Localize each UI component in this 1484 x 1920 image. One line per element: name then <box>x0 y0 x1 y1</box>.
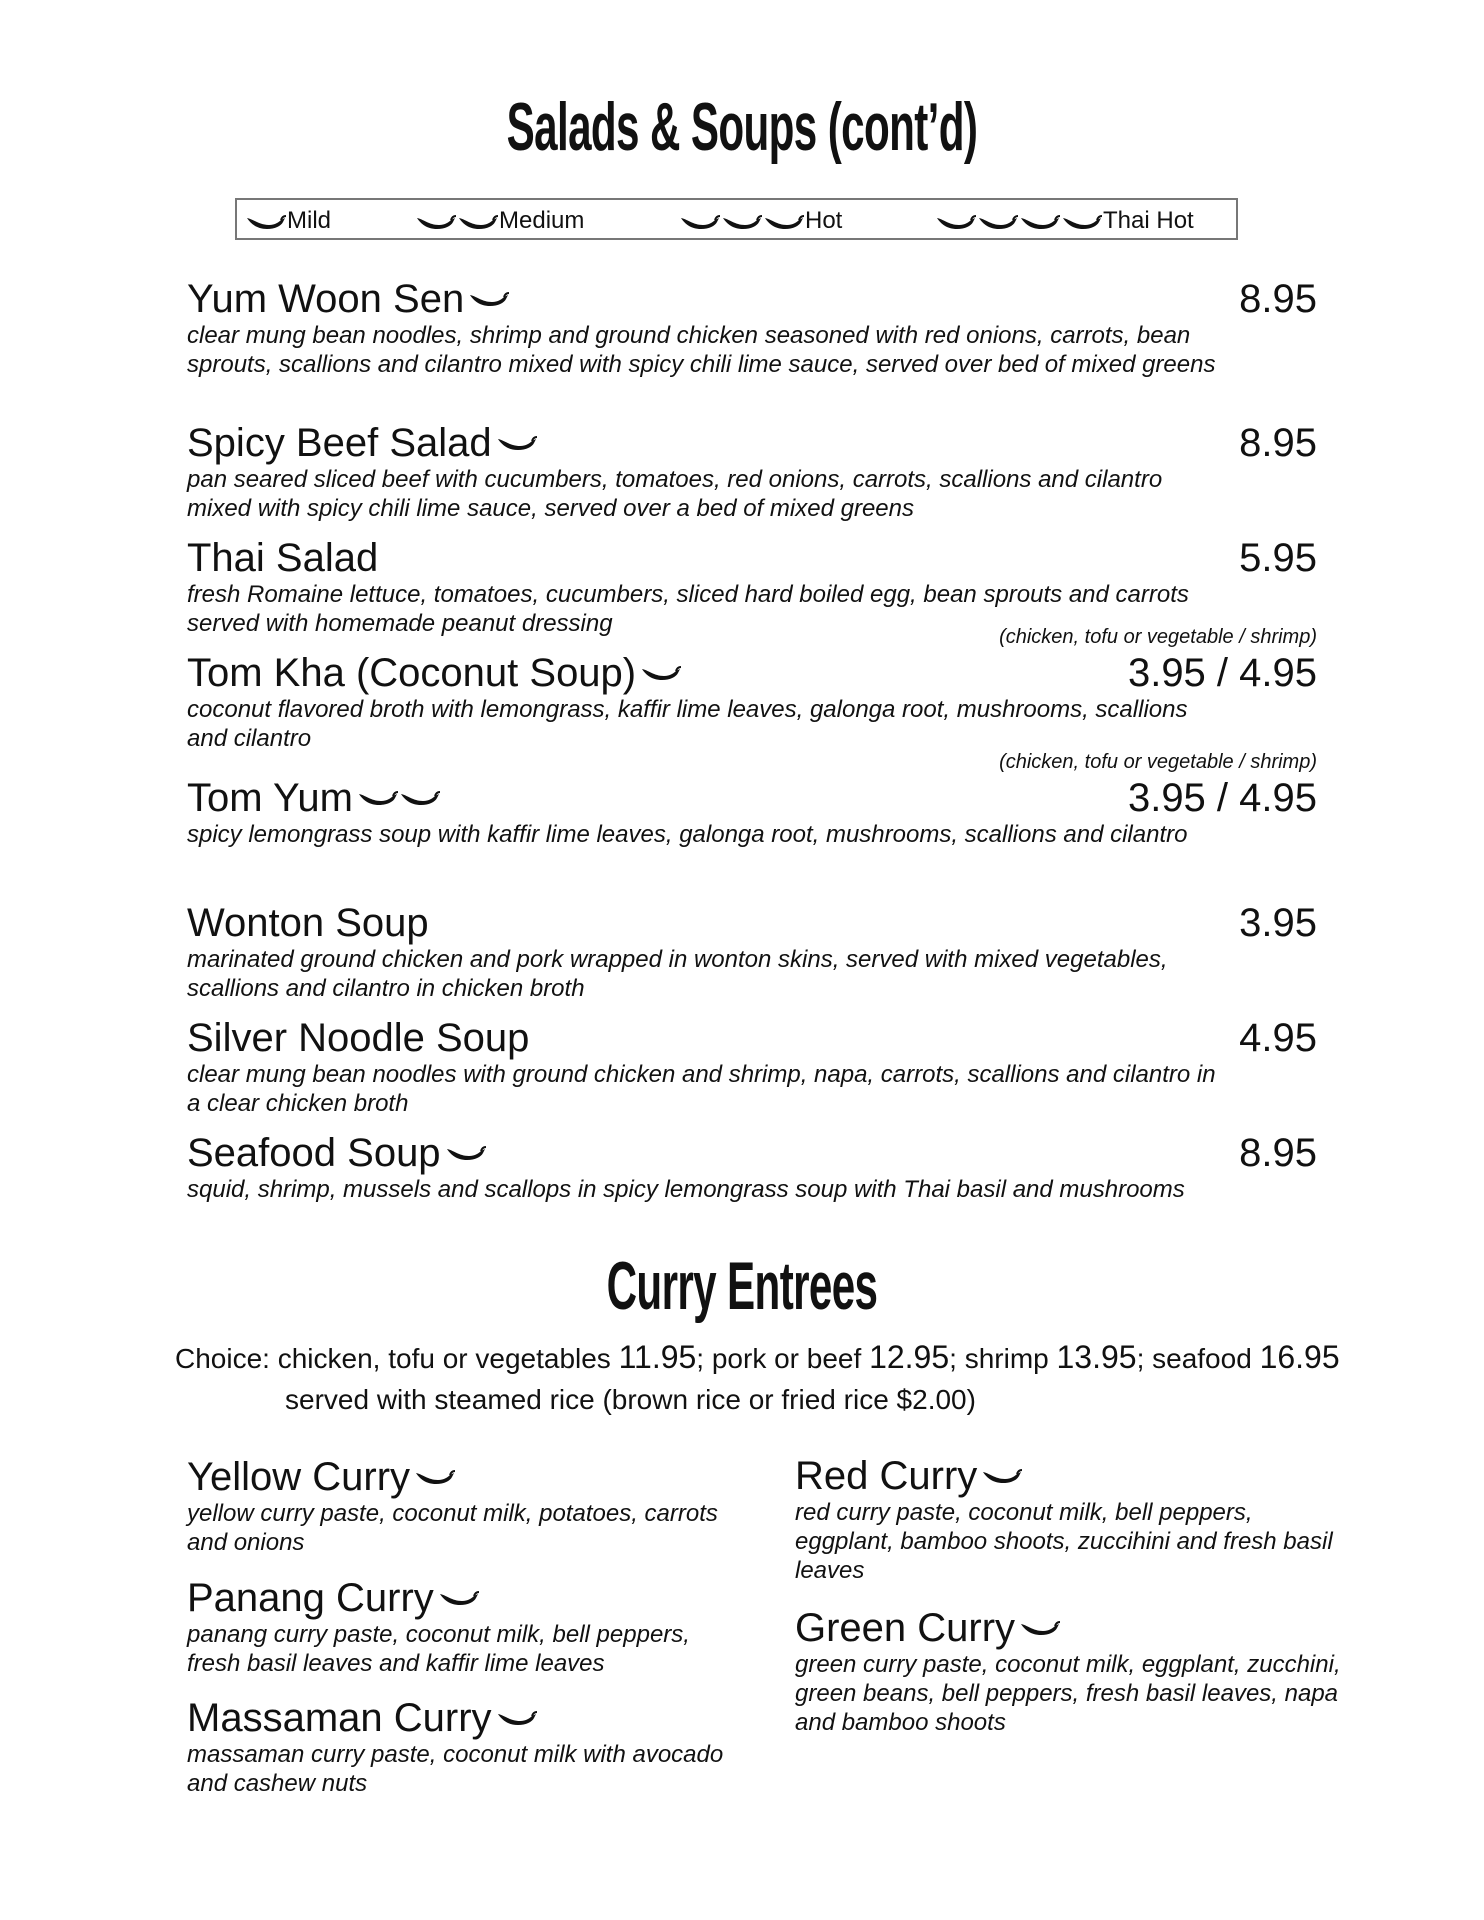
item-name: Tom Yum <box>187 776 353 820</box>
choice-text: chicken, tofu or vegetables <box>269 1343 619 1374</box>
chili-pepper-icon <box>445 1144 487 1162</box>
menu-item <box>187 1696 747 1798</box>
pepper-icons <box>679 207 805 235</box>
item-description: green curry paste, coconut milk, eggplant, zucchini, green beans, bell peppers, fresh basil leaves, napa and bamboo shoots <box>795 1651 1341 1736</box>
chili-pepper-icon <box>1019 213 1061 231</box>
rice-note: served with steamed rice (brown rice or fried rice $2.00) <box>285 1384 976 1415</box>
item-name: Thai Salad <box>187 536 379 580</box>
pepper-icons <box>935 207 1103 235</box>
item-description: fresh Romaine lettuce, tomatoes, cucumbers, sliced hard boiled egg, bean sprouts and carrots served with homemade peanut dressing <box>187 581 1189 637</box>
pepper-icons <box>1019 1619 1061 1637</box>
choice-text: ; shrimp <box>949 1343 1057 1374</box>
item-price: 8.95 <box>1239 421 1317 465</box>
choice-text: ; pork or beef <box>696 1343 870 1374</box>
item-name: Red Curry <box>795 1454 978 1498</box>
section-title-curry: Curry Entrees <box>606 1248 878 1324</box>
pepper-icons <box>640 664 682 682</box>
choice-price: 12.95 <box>869 1339 950 1375</box>
menu-item <box>187 751 1317 849</box>
pepper-icons <box>496 1709 538 1727</box>
item-description: marinated ground chicken and pork wrapped in wonton skins, served with mixed vegetables, scallions and cilantro in chicken broth <box>187 946 1168 1002</box>
choice-price: 16.95 <box>1259 1339 1340 1375</box>
chili-pepper-icon <box>438 1589 480 1607</box>
pepper-icons <box>415 207 499 235</box>
item-price: 3.95 / 4.95 <box>1127 651 1317 695</box>
chili-pepper-icon <box>245 213 287 231</box>
page-title: Salads & Soups (cont’d) <box>506 89 978 165</box>
chili-pepper-icon <box>763 213 805 231</box>
item-name: Seafood Soup <box>187 1131 441 1175</box>
pepper-icons <box>468 290 510 308</box>
choice-price: 13.95 <box>1056 1339 1137 1375</box>
chili-pepper-icon <box>721 213 763 231</box>
spice-legend <box>235 198 1238 240</box>
item-name: Silver Noodle Soup <box>187 1016 530 1060</box>
pepper-icons <box>357 789 441 807</box>
item-description: massaman curry paste, coconut milk with avocado and cashew nuts <box>187 1741 724 1797</box>
chili-pepper-icon <box>640 664 682 682</box>
item-price: 5.95 <box>1239 536 1317 580</box>
pepper-icons <box>445 1144 487 1162</box>
chili-pepper-icon <box>977 213 1019 231</box>
legend-medium <box>415 207 584 235</box>
legend-label: Mild <box>287 207 332 234</box>
pepper-icons <box>438 1589 480 1607</box>
menu-item <box>187 1455 747 1557</box>
item-name: Massaman Curry <box>187 1696 492 1740</box>
chili-pepper-icon <box>679 213 721 231</box>
legend-mild <box>245 207 331 235</box>
chili-pepper-icon <box>935 213 977 231</box>
item-description: clear mung bean noodles with ground chicken and shrimp, napa, carrots, scallions and cilantro in a clear chicken broth <box>187 1061 1216 1117</box>
item-description: squid, shrimp, mussels and scallops in spicy lemongrass soup with Thai basil and mushrooms <box>187 1176 1185 1203</box>
legend-label: Medium <box>499 207 585 234</box>
menu-item <box>187 1576 747 1678</box>
menu-item <box>187 1131 1317 1204</box>
menu-item <box>795 1606 1355 1737</box>
menu-item <box>187 626 1317 753</box>
chili-pepper-icon <box>399 789 441 807</box>
item-price: 4.95 <box>1239 1016 1317 1060</box>
item-name: Wonton Soup <box>187 901 429 945</box>
chili-pepper-icon <box>357 789 399 807</box>
chili-pepper-icon <box>981 1467 1023 1485</box>
menu-item <box>187 536 1317 638</box>
pepper-icons <box>414 1468 456 1486</box>
item-name: Green Curry <box>795 1606 1016 1650</box>
item-price: 3.95 / 4.95 <box>1127 776 1317 820</box>
menu-item <box>795 1454 1355 1585</box>
item-price: 3.95 <box>1239 901 1317 945</box>
item-name: Spicy Beef Salad <box>187 421 492 465</box>
menu-item <box>187 421 1317 523</box>
item-description: coconut flavored broth with lemongrass, kaffir lime leaves, galonga root, mushrooms, scallions and cilantro <box>187 696 1188 752</box>
item-name: Yum Woon Sen <box>187 277 465 321</box>
pepper-icons <box>245 207 287 235</box>
chili-pepper-icon <box>414 1468 456 1486</box>
chili-pepper-icon <box>468 290 510 308</box>
chili-pepper-icon <box>496 434 538 452</box>
legend-label: Hot <box>805 207 843 234</box>
legend-thai-hot <box>935 207 1194 235</box>
legend-hot <box>679 207 842 235</box>
item-price: 8.95 <box>1239 277 1317 321</box>
chili-pepper-icon <box>496 1709 538 1727</box>
choice-label: Choice: <box>175 1343 270 1374</box>
chili-pepper-icon <box>415 213 457 231</box>
chili-pepper-icon <box>1061 213 1103 231</box>
chili-pepper-icon <box>457 213 499 231</box>
item-description: pan seared sliced beef with cucumbers, tomatoes, red onions, carrots, scallions and cilantro mixed with spicy chili lime sauce, served over a bed of mixed greens <box>187 466 1163 522</box>
item-description: red curry paste, coconut milk, bell peppers, eggplant, bamboo shoots, zuccihini and fresh basil leaves <box>795 1499 1333 1584</box>
pepper-icons <box>981 1467 1023 1485</box>
price-note: (chicken, tofu or vegetable / shrimp) <box>999 751 1317 773</box>
choice-line <box>175 1339 1340 1376</box>
menu-item <box>187 901 1317 1003</box>
item-description: spicy lemongrass soup with kaffir lime leaves, galonga root, mushrooms, scallions and cilantro <box>187 821 1188 848</box>
item-name: Yellow Curry <box>187 1455 411 1499</box>
choice-text: ; seafood <box>1136 1343 1260 1374</box>
legend-label: Thai Hot <box>1103 207 1194 234</box>
item-price: 8.95 <box>1239 1131 1317 1175</box>
item-name: Panang Curry <box>187 1576 434 1620</box>
menu-item <box>187 1016 1317 1118</box>
item-description: clear mung bean noodles, shrimp and ground chicken seasoned with red onions, carrots, bean sprouts, scallions and cilantro mixed with spicy chili lime sauce, served over bed of mixed greens <box>187 322 1216 378</box>
item-description: panang curry paste, coconut milk, bell peppers, fresh basil leaves and kaffir lime leaves <box>187 1621 690 1677</box>
chili-pepper-icon <box>1019 1619 1061 1637</box>
pepper-icons <box>496 434 538 452</box>
item-description: yellow curry paste, coconut milk, potatoes, carrots and onions <box>187 1500 718 1556</box>
price-note: (chicken, tofu or vegetable / shrimp) <box>999 626 1317 648</box>
item-name: Tom Kha (Coconut Soup) <box>187 651 637 695</box>
menu-item <box>187 277 1317 379</box>
choice-price: 11.95 <box>618 1339 697 1375</box>
